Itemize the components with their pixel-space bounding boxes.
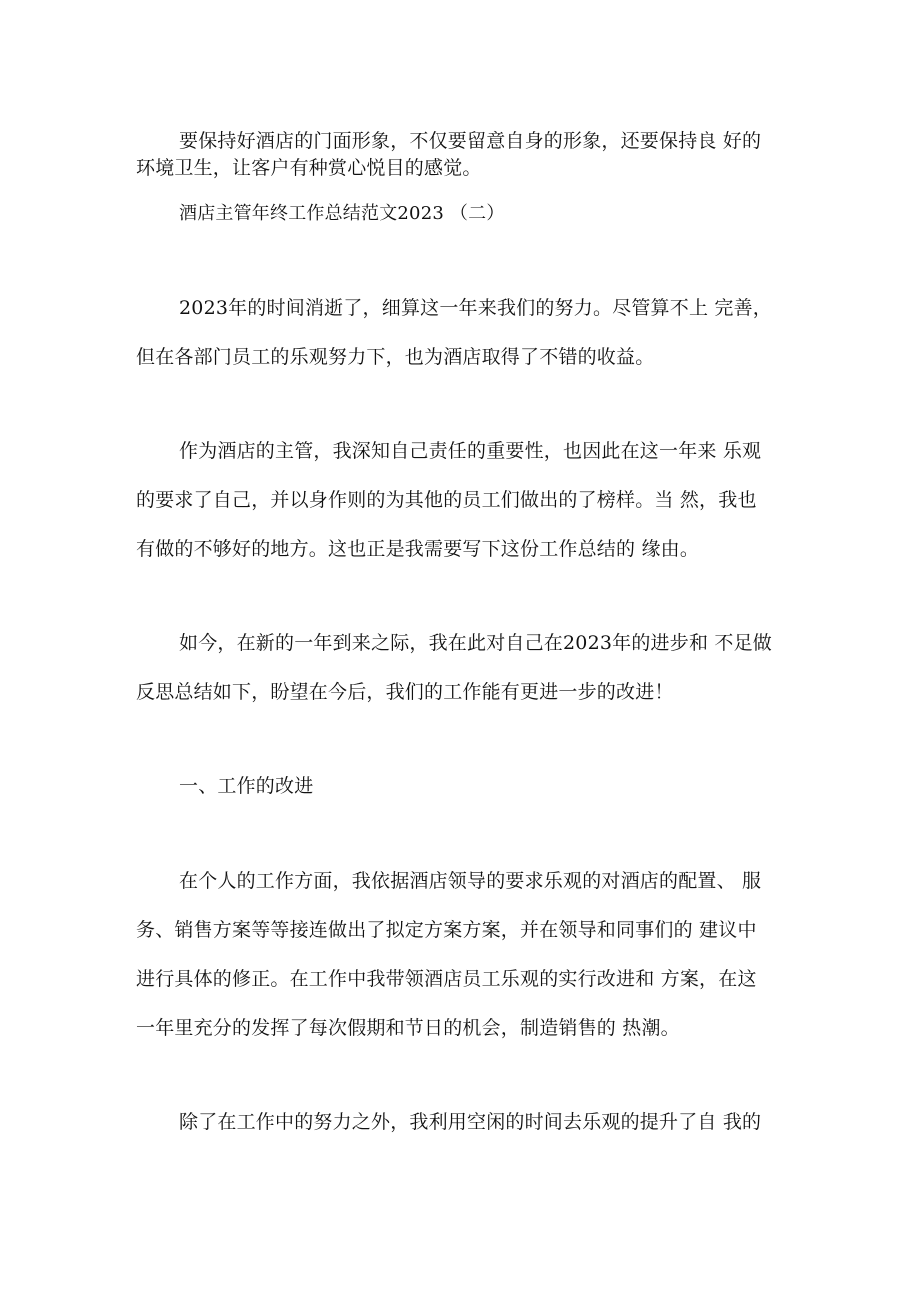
paragraph-1-line-1: 要保持好酒店的门面形象，不仅要留意自身的形象，还要保持良 好的 bbox=[179, 130, 762, 152]
paragraph-3-line-3: 有做的不够好的地方。这也正是我需要写下这份工作总结的 缘由。 bbox=[136, 538, 700, 560]
paragraph-6-line-1: 除了在工作中的努力之外，我利用空闲的时间去乐观的提升了自 我的 bbox=[179, 1111, 762, 1133]
paragraph-2-line-2: 但在各部门员工的乐观努力下，也为酒店取得了不错的收益。 bbox=[136, 346, 655, 368]
section-title: 酒店主管年终工作总结范文2023 （二） bbox=[179, 203, 505, 224]
paragraph-4-line-2: 反思总结如下，盼望在今后，我们的工作能有更进一步的改进！ bbox=[136, 681, 674, 703]
paragraph-3-line-1: 作为酒店的主管，我深知自己责任的重要性，也因此在这一年来 乐观 bbox=[179, 440, 762, 462]
paragraph-5-line-4: 一年里充分的发挥了每次假期和节日的机会，制造销售的 热潮。 bbox=[136, 1017, 680, 1039]
paragraph-5-line-1: 在个人的工作方面，我依据酒店领导的要求乐观的对酒店的配置、 服 bbox=[179, 870, 762, 892]
paragraph-5-line-3: 进行具体的修正。在工作中我带领酒店员工乐观的实行改进和 方案，在这 bbox=[136, 968, 757, 990]
paragraph-1-line-2: 环境卫生，让客户有种赏心悦目的感觉。 bbox=[136, 157, 482, 179]
paragraph-2-line-1: 2023年的时间消逝了，细算这一年来我们的努力。尽管算不上 完善， bbox=[179, 297, 772, 319]
paragraph-5-line-2: 务、销售方案等等接连做出了拟定方案方案，并在领导和同事们的 建议中 bbox=[136, 919, 757, 941]
paragraph-4-line-1: 如今，在新的一年到来之际，我在此对自己在2023年的进步和 不足做 bbox=[179, 632, 772, 654]
paragraph-3-line-2: 的要求了自己，并以身作则的为其他的员工们做出的了榜样。当 然，我也 bbox=[136, 489, 757, 511]
heading-work-improvement: 一、工作的改进 bbox=[179, 775, 314, 797]
